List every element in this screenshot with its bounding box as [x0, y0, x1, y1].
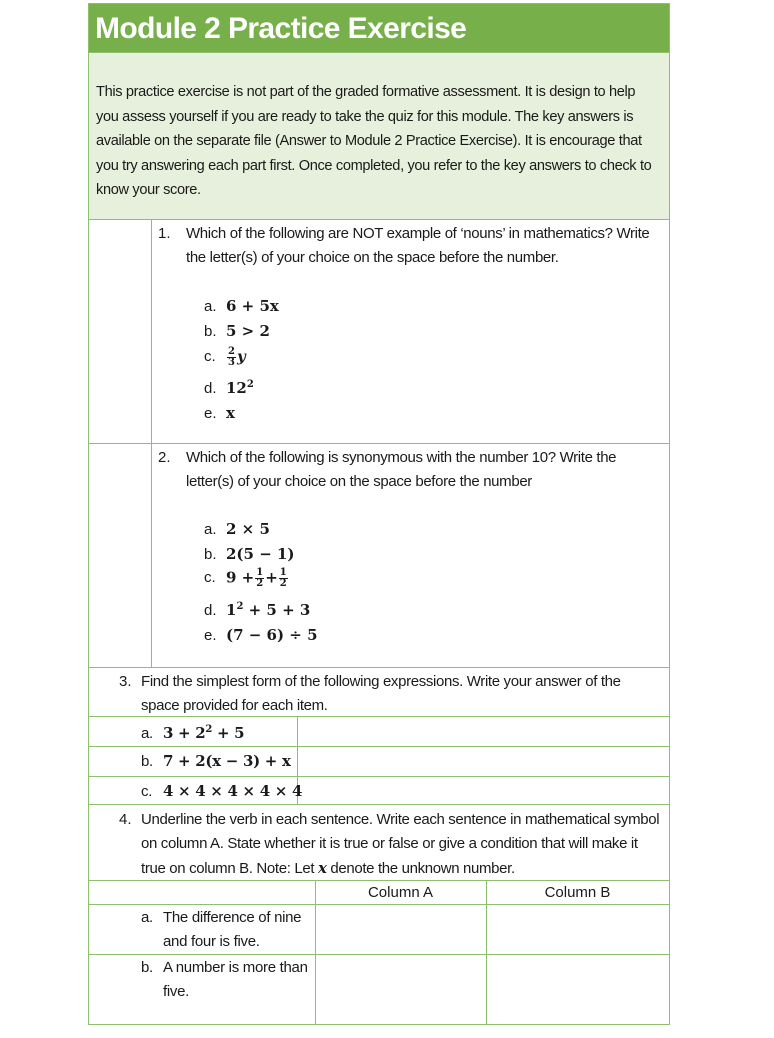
- q2-text: Which of the following is synonymous with the number 10? Write the letter(s) of your choice on the space before the number: [186, 449, 617, 490]
- q3-item-c: [141, 779, 302, 804]
- q1-option-e: [204, 404, 235, 428]
- divider: [89, 667, 669, 668]
- option-letter: a.: [204, 298, 217, 315]
- intro-text: This practice exercise is not part of the graded formative assessment. It is design to help you assess yourself if you are ready to take the quiz for this module. The key answers is available on the separate file (Answer to Module 2 Practice Exercise). It is encourage that you try answering each part first. Once completed, you refer to the key answers to check to know your score.: [96, 84, 652, 198]
- option-letter: d.: [204, 380, 217, 397]
- divider: [89, 880, 669, 881]
- divider: [89, 716, 669, 717]
- q3-text: Find the simplest form of the following expressions. Write your answer of the space provided for each item.: [141, 673, 621, 714]
- q2-number: 2.: [158, 449, 171, 466]
- denominator: 2: [256, 578, 264, 589]
- numerator: 1: [279, 567, 287, 578]
- item-letter: a.: [141, 725, 153, 742]
- q1-number: 1.: [158, 225, 171, 242]
- item-expression: 4 × 4 × 4 × 4 × 4: [163, 782, 303, 800]
- option-expression: x: [226, 404, 235, 422]
- option-letter: b.: [204, 546, 217, 563]
- intro-box: [89, 52, 669, 220]
- column-b-header: Column B: [544, 884, 611, 901]
- option-letter: d.: [204, 602, 217, 619]
- exponent: 2: [246, 379, 254, 390]
- option-letter: c.: [204, 348, 216, 366]
- q2-option-e: [204, 626, 318, 650]
- q4-text-part: Underline the verb in each sentence. Write each sentence in mathematical symbol on column A. State whether it is true or false or give a condition that will make it true on column B. Note: Let: [141, 811, 660, 877]
- option-expression: + 5 + 3: [243, 601, 311, 619]
- q4-variable: x: [317, 859, 327, 877]
- q1-option-d: [204, 379, 254, 403]
- option-expression: 9 +: [226, 568, 255, 587]
- q4-column-b-divider: [486, 880, 487, 1024]
- column-a-header: Column A: [367, 884, 434, 901]
- option-expression: (7 − 6) ÷ 5: [226, 626, 318, 644]
- item-expression: 7 + 2(x − 3) + x: [163, 752, 291, 770]
- item-letter: b.: [141, 753, 153, 770]
- option-expression: 1: [226, 601, 237, 619]
- divider: [89, 443, 669, 444]
- row-sentence: The difference of nine and four is five.: [163, 909, 302, 950]
- row-letter: b.: [141, 959, 153, 976]
- q1-option-c: [204, 347, 246, 377]
- numerator: 2: [228, 346, 235, 357]
- exponent: 2: [236, 601, 244, 612]
- worksheet: [88, 3, 670, 1025]
- option-letter: e.: [204, 405, 217, 422]
- q2-option-c: [204, 568, 289, 598]
- q4-row-a: [141, 906, 313, 954]
- divider: [89, 804, 669, 805]
- q4-text: [141, 808, 661, 881]
- title-bar: [89, 4, 669, 52]
- q4-number: 4.: [119, 811, 132, 828]
- fraction: [279, 568, 288, 589]
- q3-number: 3.: [119, 673, 132, 690]
- q4-text-part: denote the unknown number.: [326, 860, 515, 877]
- option-expression: 2 × 5: [226, 520, 270, 538]
- divider: [89, 954, 669, 955]
- fraction: [255, 568, 264, 589]
- q4-row-b: [141, 956, 313, 1004]
- exponent: 2: [205, 724, 213, 735]
- denominator: 3: [228, 357, 235, 368]
- numerator: 1: [256, 567, 264, 578]
- fraction: [227, 347, 236, 368]
- divider: [89, 746, 669, 747]
- divider: [89, 776, 669, 777]
- q2-option-b: [204, 545, 295, 569]
- option-expression: 5 > 2: [226, 322, 270, 340]
- q1-option-b: [204, 322, 270, 346]
- q3-item-a: [141, 718, 244, 746]
- q2-option-d: [204, 601, 310, 625]
- page-title: Module 2 Practice Exercise: [95, 12, 467, 45]
- row-letter: a.: [141, 909, 153, 926]
- q1-text: Which of the following are NOT example of ‘nouns’ in mathematics? Write the letter(s) of your choice on the space before the number.: [186, 225, 650, 266]
- option-letter: e.: [204, 627, 217, 644]
- item-letter: c.: [141, 783, 153, 800]
- denominator: 2: [279, 578, 287, 589]
- option-expression: 6 + 5x: [226, 297, 279, 315]
- item-expression: + 5: [212, 724, 245, 742]
- option-expression: 12: [226, 379, 247, 397]
- option-expression: +: [265, 568, 278, 587]
- option-expression: 2(5 − 1): [226, 545, 295, 563]
- divider: [89, 904, 669, 905]
- row-sentence: A number is more than five.: [163, 959, 308, 1000]
- option-expression: y: [236, 347, 246, 366]
- option-letter: b.: [204, 323, 217, 340]
- item-expression: 3 + 2: [163, 724, 206, 742]
- q2-option-a: [204, 520, 270, 544]
- q3-item-b: [141, 749, 291, 774]
- option-letter: c.: [204, 569, 216, 587]
- option-letter: a.: [204, 521, 217, 538]
- q1-option-a: [204, 297, 279, 321]
- q4-column-a-divider: [315, 880, 316, 1024]
